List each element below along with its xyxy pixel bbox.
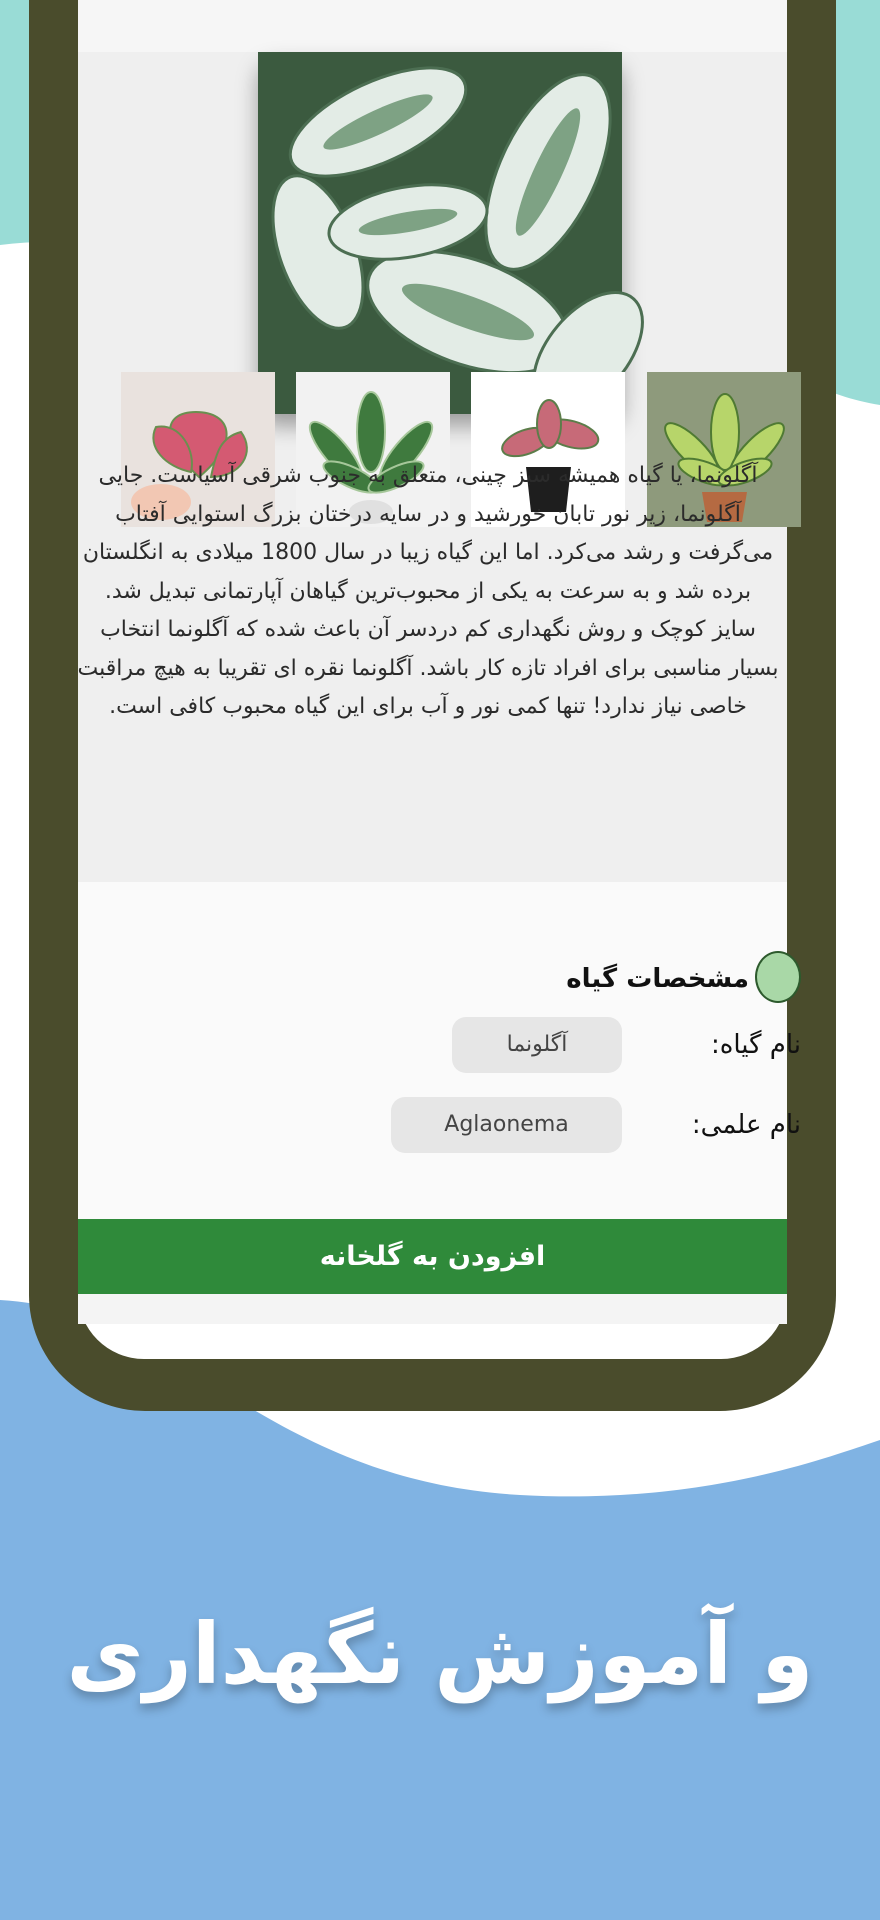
- phone-frame: [29, 0, 836, 1411]
- plant-name-value: آگلونما: [452, 1017, 622, 1073]
- promo-tagline: و آموزش نگهداری: [66, 1605, 814, 1703]
- description-line: سایز کوچک و روش نگهداری کم دردسر آن باعث شده که آگلونما انتخاب: [100, 617, 756, 642]
- description-line: بسیار مناسبی برای افراد تازه کار باشد. آگلونما نقره ای تقریبا به هیچ مراقبت: [77, 655, 779, 681]
- description-line: می‌گرفت و رشد می‌کرد. اما این گیاه زیبا در سال 1800 میلادی به انگلستان: [82, 540, 774, 565]
- description-line: خاصی نیاز ندارد! تنها کمی نور و آب برای این گیاه محبوب کافی است.: [109, 694, 747, 719]
- description-line: آگلونما، زیر نور تابان خورشید و در سایه درختان بزرگ استوایی آفتاب: [115, 501, 741, 527]
- top-strip: [78, 0, 787, 52]
- scientific-name-label: نام علمی:: [691, 1110, 801, 1140]
- scientific-name-value: Aglaonema: [391, 1097, 622, 1153]
- plant-hero-image[interactable]: [258, 52, 622, 414]
- leaf-icon: [755, 951, 801, 1003]
- description-line: آگلونما، یا گیاه همیشه سبز چینی، متعلق به جنوب شرقی آسیاست. جایی: [98, 463, 758, 488]
- description-line: برده شد و به سرعت به یکی از محبوب‌ترین گیاهان آپارتمانی تبدیل شد.: [104, 578, 752, 604]
- section-title: مشخصات گیاه: [566, 964, 749, 994]
- screen-bottom-band: [78, 1294, 787, 1324]
- app-screen: [77, 0, 801, 1359]
- plant-name-label: نام گیاه:: [710, 1030, 801, 1060]
- plant-description: [38, 457, 818, 727]
- add-to-garden-button[interactable]: افزودن به گلخانه: [78, 1219, 787, 1294]
- plant-specs-section: [78, 882, 801, 1219]
